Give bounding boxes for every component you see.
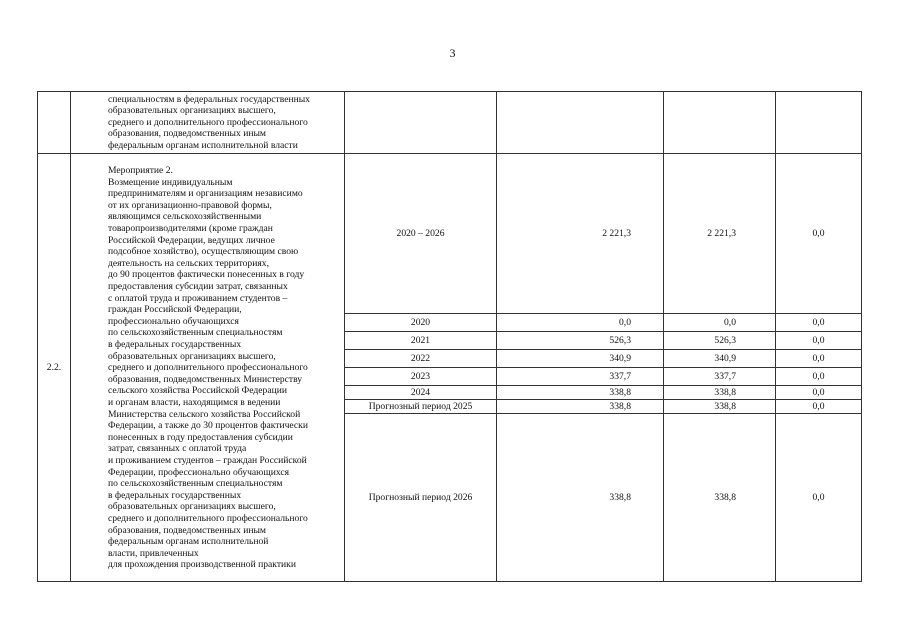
desc-line: с оплатой труда и проживанием студентов – [108,292,288,304]
period-cell: Прогнозный период 2026 [345,414,497,582]
desc-line: деятельность на сельских территориях, [108,257,269,269]
value-cell: 526,3 [497,332,664,350]
value-cell: 0,0 [776,314,862,332]
period-cell: 2021 [345,332,497,350]
desc-line: среднего и дополнительного профессионального [108,512,308,524]
desc-line: предоставления субсидии затрат, связанных [108,281,288,293]
desc-line: граждан Российской Федерации, [108,304,242,316]
value-cell: 0,0 [776,400,862,414]
desc-line: власти, привлеченных [108,547,199,559]
row-number-cell [38,92,71,154]
page-number: 3 [449,46,456,60]
desc-line: федеральным органам исполнительной [108,536,269,548]
desc-line: до 90 процентов фактически понесенных в году [108,269,305,281]
desc-line: среднего и дополнительного профессионального [108,362,308,374]
desc-line: образования, подведомственных иным [108,128,266,140]
table-row-2-2-total [38,154,862,314]
value-cell: 337,7 [497,368,664,386]
value-cell: 340,9 [497,350,664,368]
value-cell [664,92,776,154]
value-cell: 0,0 [664,314,776,332]
desc-line: Министерства сельского хозяйства Российской [108,408,301,420]
desc-line: сельского хозяйства Российской Федерации [108,385,287,397]
desc-line: товаропроизводителями (кроме граждан [108,223,273,235]
desc-line: подсобное хозяйство), осуществляющим свою [108,246,299,258]
desc-line: среднего и дополнительного профессионального [108,116,308,128]
period-cell: 2024 [345,386,497,400]
desc-line: и проживанием студентов – граждан Российской [108,454,307,466]
desc-line: понесенных в году предоставления субсидии [108,431,293,443]
desc-line: являющимся сельскохозяйственными [108,211,262,223]
value-cell: 0,0 [776,414,862,582]
period-cell: Прогнозный период 2025 [345,400,497,414]
period-cell: 2020 [345,314,497,332]
value-cell [776,92,862,154]
desc-line: Возмещение индивидуальным [108,176,233,188]
desc-line: образовательных организациях высшего, [108,105,276,117]
desc-line: затрат, связанных с оплатой труда [108,443,247,455]
desc-line: от их организационно-правовой формы, [108,199,272,211]
desc-line: предпринимателям и организациям независимо [108,188,303,200]
value-cell: 2 221,3 [664,154,776,314]
desc-line: образовательных организациях высшего, [108,350,276,362]
desc-line: образования, подведомственных иным [108,524,266,536]
desc-line: в федеральных государственных [108,489,242,501]
period-cell: 2020 – 2026 [345,154,497,314]
table-row-continuation [38,92,862,154]
period-cell: 2023 [345,368,497,386]
desc-line: и органам власти, находящимся в ведении [108,396,281,408]
desc-line: профессионально обучающихся [108,315,239,327]
period-cell [345,92,497,154]
desc-line: образования, подведомственных Министерству [108,373,303,385]
value-cell: 338,8 [664,414,776,582]
desc-line: по сельскохозяйственным специальностям [108,327,283,339]
value-cell [497,92,664,154]
desc-line: Федерации, профессионально обучающихся [108,466,290,478]
desc-line: специальностям в федеральных государственных [108,93,310,105]
desc-line: Российской Федерации, ведущих личное [108,234,275,246]
desc-line: федеральным органам исполнительной власти [108,139,298,151]
desc-line: для прохождения производственной практики [108,559,296,571]
desc-line: в федеральных государственных [108,339,242,351]
value-cell: 0,0 [776,332,862,350]
row-description [71,154,345,582]
desc-line: образовательных организациях высшего, [108,501,276,513]
value-cell: 338,8 [664,386,776,400]
value-cell: 0,0 [776,386,862,400]
desc-line: Федерации, а также до 30 процентов фактически [108,420,308,432]
value-cell: 0,0 [776,154,862,314]
value-cell: 0,0 [776,350,862,368]
value-cell: 337,7 [664,368,776,386]
value-cell: 0,0 [497,314,664,332]
value-cell: 338,8 [664,400,776,414]
value-cell: 338,8 [497,386,664,400]
desc-line: Мероприятие 2. [108,165,173,177]
value-cell: 338,8 [497,414,664,582]
budget-table [37,91,862,582]
value-cell: 0,0 [776,368,862,386]
period-cell: 2022 [345,350,497,368]
desc-line: по сельскохозяйственным специальностям [108,478,283,490]
value-cell: 2 221,3 [497,154,664,314]
value-cell: 526,3 [664,332,776,350]
value-cell: 340,9 [664,350,776,368]
value-cell: 338,8 [497,400,664,414]
row-number: 2.2. [38,154,71,582]
row-description [71,92,345,154]
